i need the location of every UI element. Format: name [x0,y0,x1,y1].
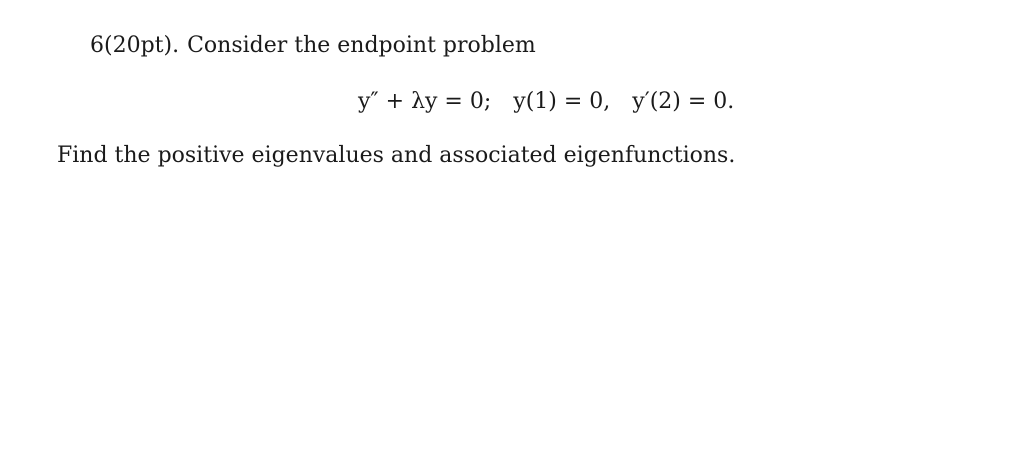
problem-heading [90,32,536,60]
problem-intro: Consider the endpoint problem [187,33,536,58]
differential-equation [358,88,734,116]
task-statement: Find the positive eigenvalues and associated eigenfunctions. [57,143,736,168]
problem-number: 6(20pt). [90,33,180,58]
boundary-condition-1: y(1) = 0, [513,89,611,114]
ode-expression: y″ + λy = 0; [358,89,492,114]
boundary-condition-2: y′(2) = 0. [632,89,735,114]
